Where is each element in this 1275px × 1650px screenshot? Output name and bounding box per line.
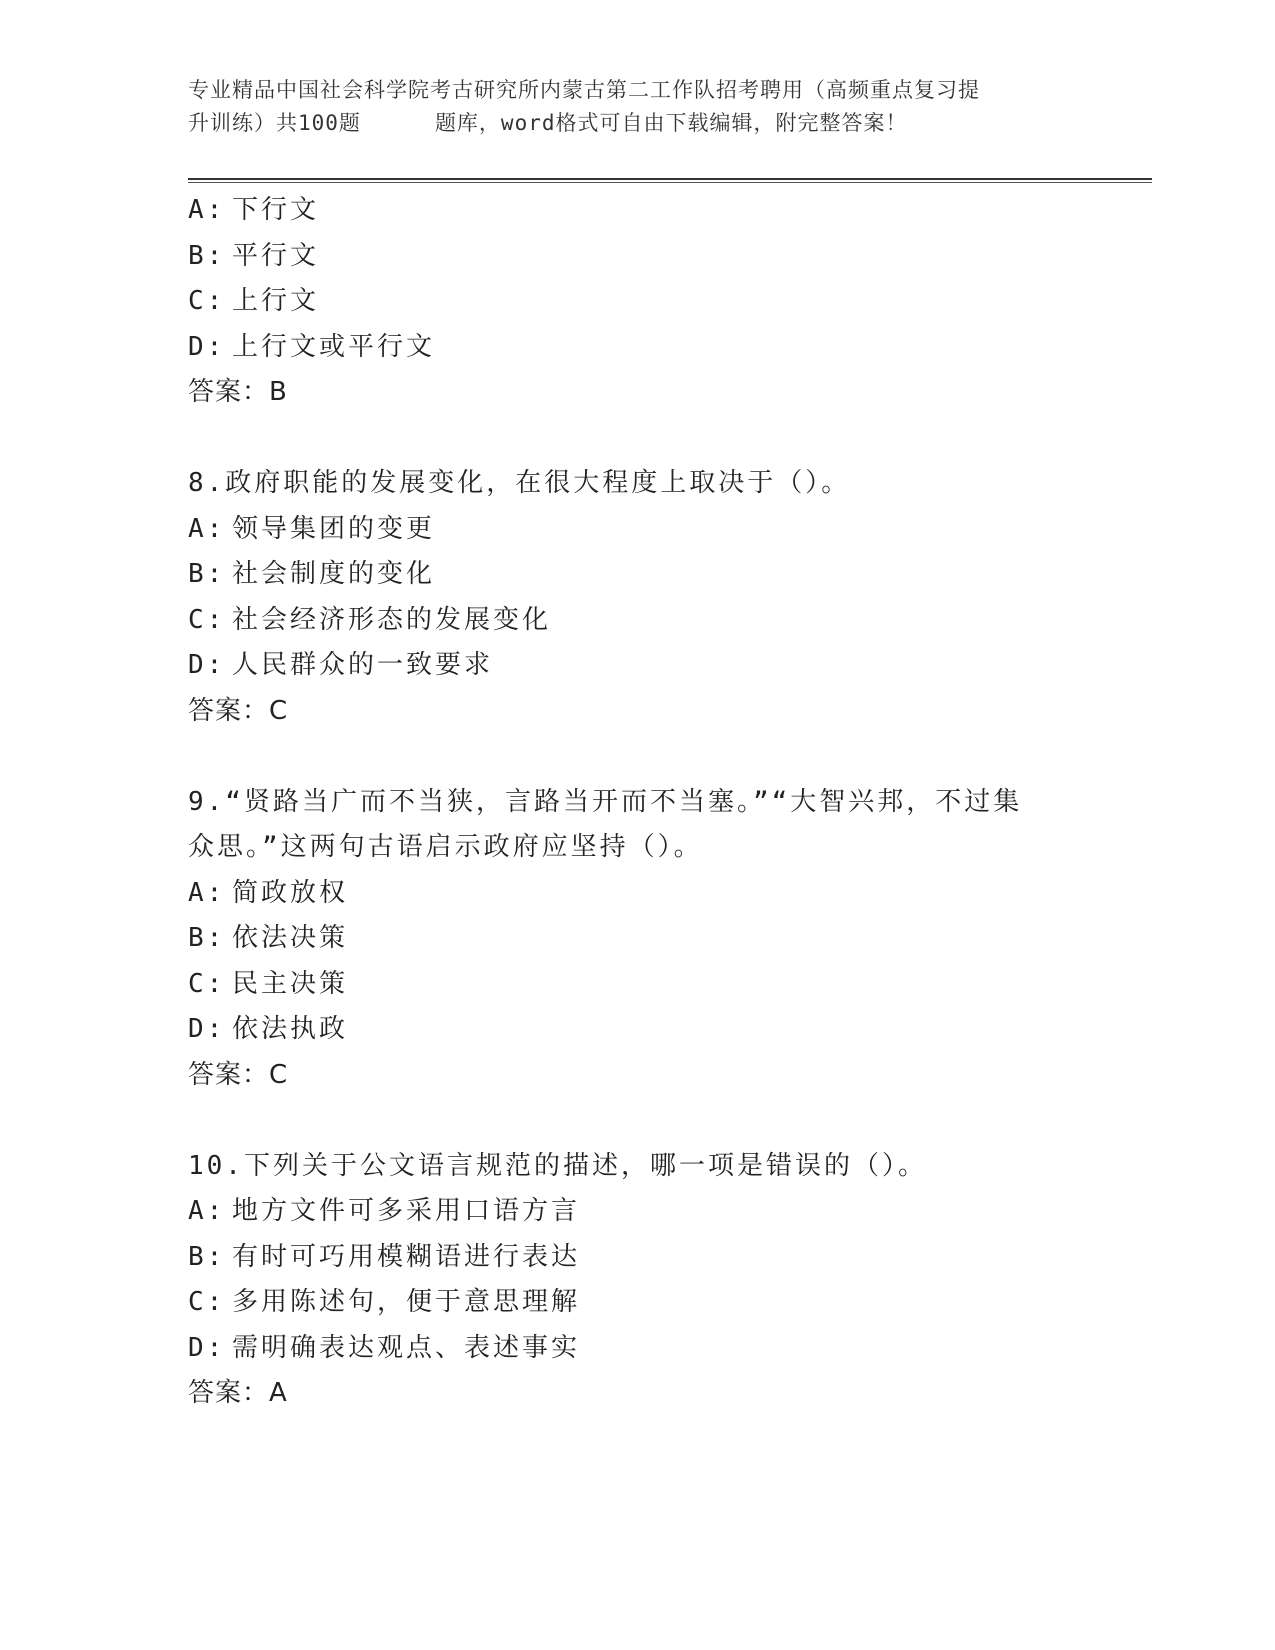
answer-label: 答案：	[188, 1378, 270, 1408]
header-line-2-part-a: 升训练）共100题	[188, 111, 361, 135]
option-text: 下行文	[232, 195, 320, 225]
option-text: 上行文	[232, 286, 320, 316]
option-text: 平行文	[232, 240, 320, 271]
answer-label: 答案：	[188, 1059, 270, 1090]
header-line-2	[188, 107, 1088, 140]
option-key: D:	[188, 331, 226, 362]
question-stem: 9.“贤路当广而不当狭，言路当开而不当塞。”“大智兴邦，不过集	[188, 786, 1023, 817]
option-text: 简政放权	[232, 877, 349, 908]
option-text: 上行文或平行文	[232, 331, 436, 362]
option-text: 依法执政	[232, 1014, 349, 1044]
option-key: A:	[188, 195, 226, 225]
answer-option	[188, 871, 1088, 917]
option-key: D:	[188, 1014, 226, 1044]
option-text: 需明确表达观点、表述事实	[232, 1332, 581, 1363]
option-key: C:	[188, 286, 226, 316]
answer-value: B	[269, 377, 290, 407]
answer-option	[188, 552, 1088, 598]
answer-line	[188, 1371, 1088, 1417]
option-key: C:	[188, 604, 226, 635]
answer-option	[188, 916, 1088, 962]
option-text: 地方文件可多采用口语方言	[232, 1196, 581, 1226]
header-divider-thick	[188, 178, 1152, 180]
question-block	[188, 461, 1088, 734]
option-key: C:	[188, 968, 226, 999]
option-text: 依法决策	[232, 923, 349, 953]
answer-value: C	[269, 1059, 291, 1090]
question-stem: 8.政府职能的发展变化，在很大程度上取决于（）。	[188, 468, 851, 498]
answer-option	[188, 1007, 1088, 1053]
option-text: 多用陈述句，便于意思理解	[232, 1287, 581, 1317]
answer-option	[188, 598, 1088, 644]
option-text: 社会经济形态的发展变化	[232, 604, 552, 635]
question-stem: 众思。”这两句古语启示政府应坚持（）。	[188, 832, 703, 862]
block-spacer	[188, 1098, 1088, 1144]
answer-option	[188, 1280, 1088, 1326]
option-text: 社会制度的变化	[232, 559, 436, 589]
question-list	[188, 188, 1088, 1417]
answer-value: C	[269, 695, 291, 726]
answer-option	[188, 1235, 1088, 1281]
option-key: A:	[188, 877, 226, 908]
block-spacer	[188, 734, 1088, 780]
answer-label: 答案：	[188, 377, 270, 407]
option-key: A:	[188, 513, 226, 544]
question-block	[188, 780, 1088, 1099]
answer-line	[188, 689, 1088, 735]
answer-line	[188, 1053, 1088, 1099]
question-block	[188, 1144, 1088, 1417]
option-key: A:	[188, 1196, 226, 1226]
block-spacer	[188, 416, 1088, 462]
header-divider-thin	[188, 182, 1152, 183]
option-text: 领导集团的变更	[232, 513, 436, 544]
answer-option	[188, 962, 1088, 1008]
option-key: B:	[188, 1241, 226, 1272]
option-text: 人民群众的一致要求	[232, 650, 494, 680]
option-key: D:	[188, 650, 226, 680]
answer-option	[188, 325, 1088, 371]
option-key: B:	[188, 559, 226, 589]
header-line-1: 专业精品中国社会科学院考古研究所内蒙古第二工作队招考聘用（高频重点复习提	[188, 78, 980, 102]
answer-option	[188, 1326, 1088, 1372]
option-key: D:	[188, 1332, 226, 1363]
answer-option	[188, 507, 1088, 553]
option-text: 有时可巧用模糊语进行表达	[232, 1241, 581, 1272]
option-text: 民主决策	[232, 968, 349, 999]
option-key: B:	[188, 923, 226, 953]
answer-option	[188, 643, 1088, 689]
answer-label: 答案：	[188, 695, 270, 726]
answer-option	[188, 279, 1088, 325]
answer-option	[188, 234, 1088, 280]
answer-value: A	[269, 1378, 290, 1408]
answer-line	[188, 370, 1088, 416]
option-key: C:	[188, 1287, 226, 1317]
answer-option	[188, 1189, 1088, 1235]
header-line-2-part-b: 题库，word格式可自由下载编辑，附完整答案！	[434, 111, 908, 135]
question-block	[188, 188, 1088, 416]
question-stem: 10.下列关于公文语言规范的描述，哪一项是错误的（）。	[188, 1150, 927, 1181]
answer-option	[188, 188, 1088, 234]
document-header	[188, 74, 1088, 140]
option-key: B:	[188, 240, 226, 271]
